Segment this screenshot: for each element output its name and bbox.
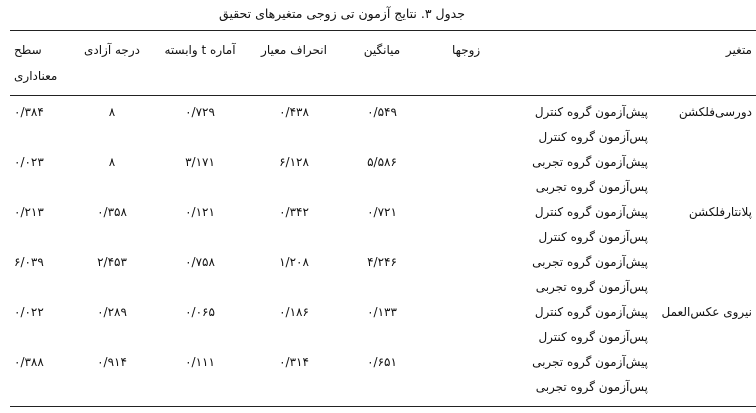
cell-t: ۰/۷۲۹ [185,105,215,119]
header-mean: میانگین [363,43,401,57]
table-row [10,200,756,250]
pair-posttest: پس‌آزمون گروه کنترل [538,130,648,144]
table-row [10,96,756,151]
pair-pretest: پیش‌آزمون گروه کنترل [534,105,648,119]
cell-mean: ۰/۱۳۳ [367,305,397,319]
cell-pairs [422,350,652,407]
paired-t-test-table [10,30,756,407]
pair-posttest: پس‌آزمون گروه کنترل [538,230,648,244]
pair-posttest: پس‌آزمون گروه کنترل [538,330,648,344]
pair-posttest: پس‌آزمون گروه تجربی [535,280,648,294]
cell-mean: ۰/۷۲۱ [367,205,397,219]
cell-t: ۰/۰۶۵ [185,305,215,319]
cell-mean: ۵/۵۸۶ [367,155,397,169]
cell-sd: ۰/۳۱۴ [279,355,309,369]
cell-sd: ۰/۱۸۶ [279,305,309,319]
cell-pairs [422,250,652,300]
cell-mean: ۴/۲۴۶ [367,255,397,269]
header-variable: متغیر [725,43,752,57]
header-t: آماره t وابسته [164,43,236,57]
cell-sig: ۶/۰۳۹ [14,255,44,269]
cell-t: ۳/۱۷۱ [185,155,215,169]
table-row [10,300,756,350]
header-row [10,31,756,96]
cell-df: ۰/۲۸۹ [97,305,127,319]
table-caption: جدول ۳. نتایج آزمون تی زوجی متغیرهای تحقیق [219,6,465,21]
cell-t: ۰/۱۱۱ [185,355,215,369]
cell-sd: ۶/۱۲۸ [279,155,309,169]
cell-sd: ۰/۴۳۸ [279,105,309,119]
cell-variable [652,350,756,407]
pair-pretest: پیش‌آزمون گروه تجربی [532,355,648,369]
cell-sig: ۰/۲۱۳ [14,205,44,219]
cell-sd: ۱/۲۰۸ [279,255,309,269]
cell-variable [652,250,756,300]
cell-df: ۲/۴۵۳ [97,255,127,269]
cell-variable [652,150,756,200]
cell-sig: ۰/۰۲۳ [14,155,44,169]
cell-pairs [422,300,652,350]
cell-t: ۰/۷۵۸ [185,255,215,269]
cell-sd: ۰/۳۴۲ [279,205,309,219]
cell-pairs [422,96,652,151]
pair-pretest: پیش‌آزمون گروه تجربی [532,155,648,169]
pair-pretest: پیش‌آزمون گروه تجربی [532,255,648,269]
table-row [10,350,756,407]
header-sd: انحراف معیار [261,43,327,57]
cell-pairs [422,150,652,200]
pair-pretest: پیش‌آزمون گروه کنترل [534,305,648,319]
cell-variable: نیروی عکس‌العمل [661,305,752,319]
cell-mean: ۰/۵۴۹ [367,105,397,119]
cell-df: ۰/۳۵۸ [97,205,127,219]
cell-mean: ۰/۶۵۱ [367,355,397,369]
header-df: درجه آزادی [83,43,140,57]
cell-sig: ۰/۳۸۴ [14,105,44,119]
cell-t: ۰/۱۲۱ [185,205,215,219]
table-row [10,250,756,300]
pair-posttest: پس‌آزمون گروه تجربی [535,180,648,194]
cell-variable: دورسی‌فلکشن [678,105,752,119]
cell-df: ۸ [108,105,116,119]
cell-pairs [422,200,652,250]
pair-pretest: پیش‌آزمون گروه کنترل [534,205,648,219]
header-pairs: زوجها [452,43,481,57]
cell-sig: ۰/۳۸۸ [14,355,44,369]
pair-posttest: پس‌آزمون گروه تجربی [535,380,648,394]
table-row [10,150,756,200]
cell-sig: ۰/۰۲۲ [14,305,44,319]
cell-variable: پلانتارفلکشن [688,205,752,219]
header-sig: سطح معناداری [14,43,58,83]
cell-df: ۰/۹۱۴ [97,355,127,369]
cell-df: ۸ [108,155,116,169]
